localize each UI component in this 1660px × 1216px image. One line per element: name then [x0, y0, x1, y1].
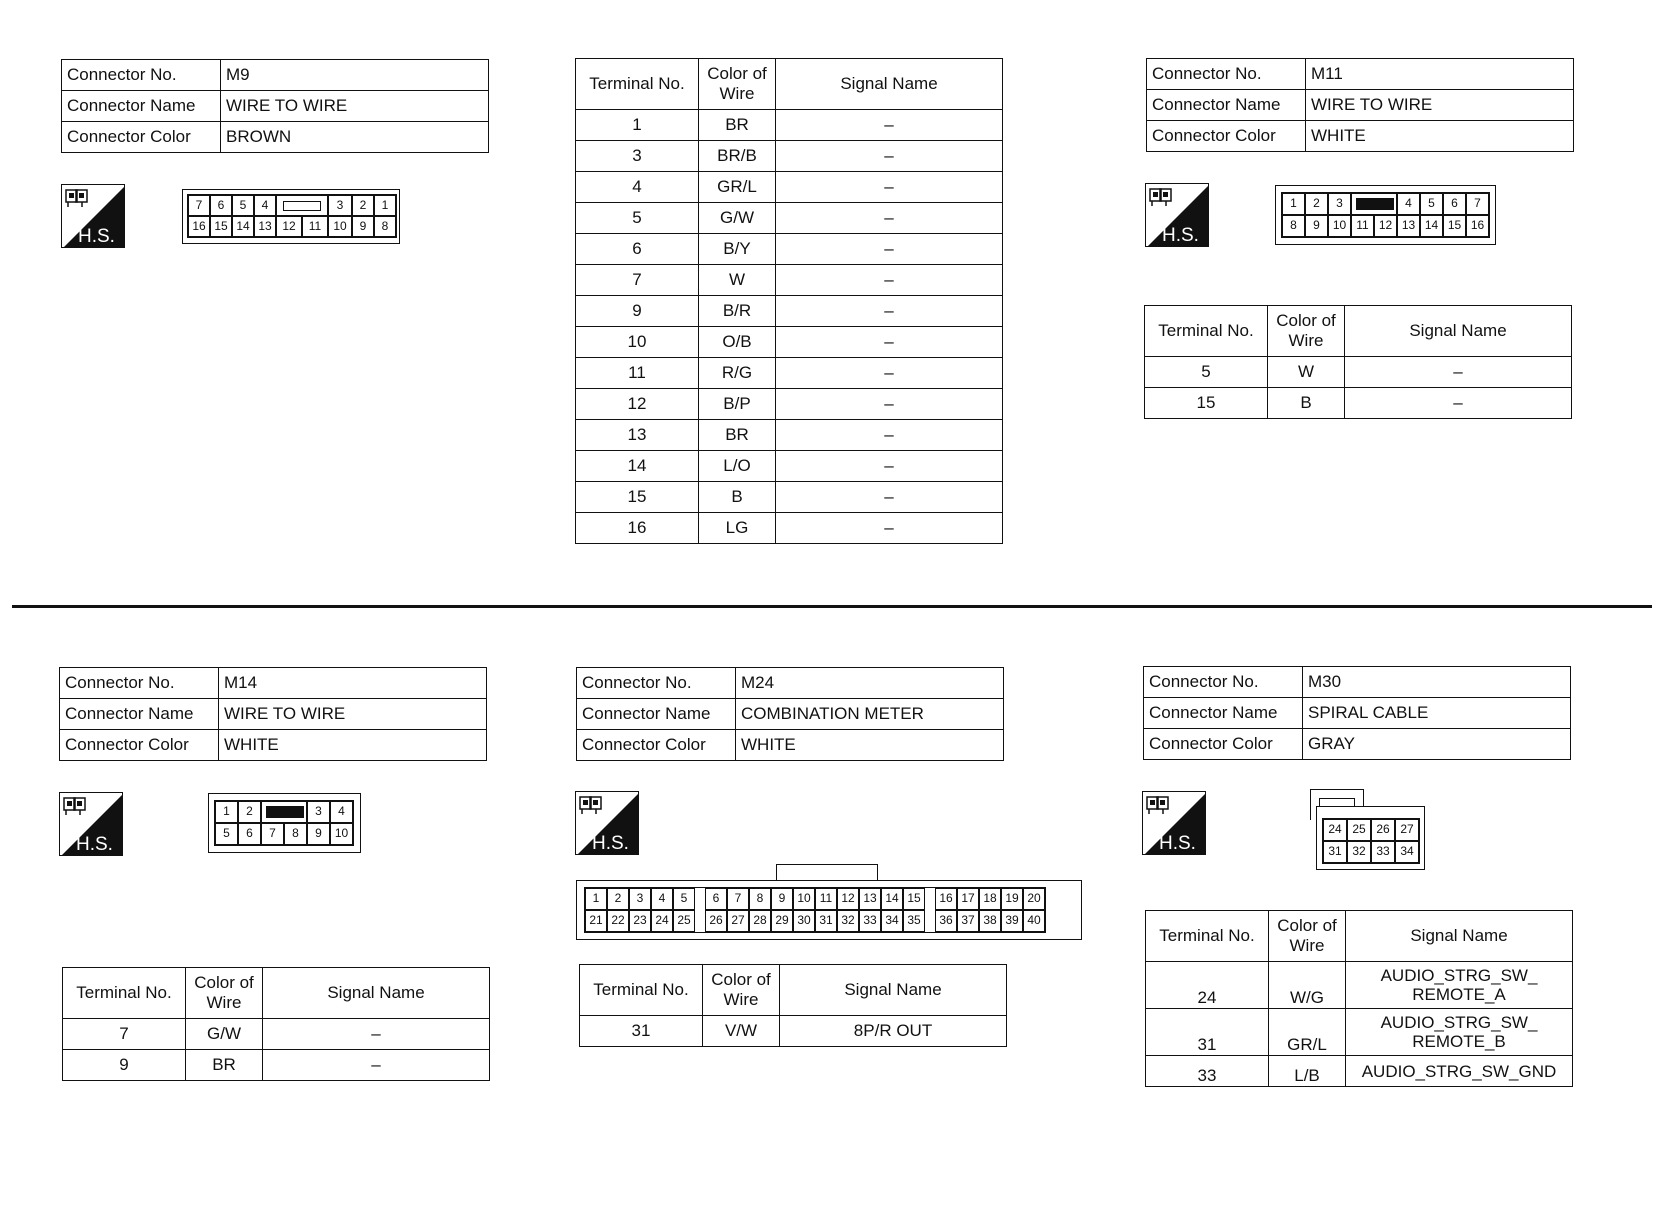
terminal-no-header: Terminal No. — [1146, 911, 1269, 962]
signal-name-cell: – — [776, 141, 1003, 172]
terminal-no-header: Terminal No. — [580, 965, 703, 1016]
m24-pin: 12 — [837, 888, 859, 910]
table-row — [576, 327, 1003, 358]
wire-color-cell: B/P — [699, 389, 776, 420]
m14-connector-name: WIRE TO WIRE — [219, 699, 487, 730]
connector-name-label: Connector Name — [1147, 90, 1306, 121]
connector-color-label: Connector Color — [577, 730, 736, 761]
hs-label: H.S. — [592, 833, 629, 854]
wire-color-cell: B — [1268, 388, 1345, 419]
m24-pin: 25 — [673, 910, 695, 932]
m24-pin: 13 — [859, 888, 881, 910]
m24-pin: 35 — [903, 910, 925, 932]
m24-pin: 28 — [749, 910, 771, 932]
connector-no-label: Connector No. — [1144, 667, 1303, 698]
m11-pin: 3 — [1328, 193, 1351, 215]
m14-pin: 6 — [238, 823, 261, 845]
section-divider — [12, 605, 1652, 608]
m24-pin: 27 — [727, 910, 749, 932]
m24-pin: 18 — [979, 888, 1001, 910]
terminal-no-cell: 10 — [576, 327, 699, 358]
m14-pin: 1 — [215, 801, 238, 823]
wire-color-cell: B/R — [699, 296, 776, 327]
m24-pin: 1 — [585, 888, 607, 910]
m14-pin: 5 — [215, 823, 238, 845]
m24-pin: 15 — [903, 888, 925, 910]
m11-connector-name: WIRE TO WIRE — [1306, 90, 1574, 121]
m30-connector-no: M30 — [1303, 667, 1571, 698]
m9-pin: 3 — [328, 195, 352, 216]
m11-pin: 5 — [1420, 193, 1443, 215]
connector-color-label: Connector Color — [1144, 729, 1303, 760]
table-row — [576, 482, 1003, 513]
m30-pin: 25 — [1347, 819, 1371, 841]
wire-color-cell: W/G — [1269, 962, 1346, 1009]
m24-pin: 30 — [793, 910, 815, 932]
wire-color-cell: O/B — [699, 327, 776, 358]
m11-pin: 11 — [1351, 215, 1374, 237]
wire-color-cell: G/W — [699, 203, 776, 234]
signal-name-cell: – — [263, 1019, 490, 1050]
m9-pin: 10 — [328, 216, 352, 237]
m9-pin: 6 — [210, 195, 232, 216]
table-row — [576, 451, 1003, 482]
m24-pin: 7 — [727, 888, 749, 910]
m30-connector-name: SPIRAL CABLE — [1303, 698, 1571, 729]
connector-name-label: Connector Name — [577, 699, 736, 730]
terminal-no-cell: 15 — [576, 482, 699, 513]
m11-pin: 12 — [1374, 215, 1397, 237]
m24-pin: 36 — [935, 910, 957, 932]
connector-no-label: Connector No. — [577, 668, 736, 699]
wire-color-cell: BR — [699, 420, 776, 451]
table-row — [1145, 357, 1572, 388]
m30-pin: 27 — [1395, 819, 1419, 841]
hs-label: H.S. — [76, 834, 113, 855]
signal-name-cell: – — [776, 513, 1003, 544]
terminal-no-cell: 5 — [1145, 357, 1268, 388]
color-of-wire-header: Color of Wire — [699, 59, 776, 110]
m14-pin: 8 — [284, 823, 307, 845]
signal-name-header: Signal Name — [263, 968, 490, 1019]
m11-pin: 9 — [1305, 215, 1328, 237]
table-row — [576, 420, 1003, 451]
m24-pin: 39 — [1001, 910, 1023, 932]
m24-pin: 23 — [629, 910, 651, 932]
terminal-no-cell: 4 — [576, 172, 699, 203]
hs-harness-side-icon — [575, 791, 639, 855]
table-row — [1145, 388, 1572, 419]
m9-pin: 11 — [302, 216, 328, 237]
m9-pin: 2 — [352, 195, 374, 216]
m30-pin: 32 — [1347, 841, 1371, 863]
m24-pin: 6 — [705, 888, 727, 910]
hs-harness-side-icon — [61, 184, 125, 248]
wire-color-cell: G/W — [186, 1019, 263, 1050]
wire-color-cell: GR/L — [699, 172, 776, 203]
m24-connector-name: COMBINATION METER — [736, 699, 1004, 730]
terminal-no-cell: 16 — [576, 513, 699, 544]
m11-pin: 4 — [1397, 193, 1420, 215]
signal-name-cell: – — [776, 358, 1003, 389]
signal-name-cell: – — [1345, 357, 1572, 388]
connector-color-label: Connector Color — [1147, 121, 1306, 152]
m30-terminal-table — [1145, 910, 1573, 1087]
m11-pin: 14 — [1420, 215, 1443, 237]
wire-color-cell: L/B — [1269, 1056, 1346, 1087]
m14-pin: 2 — [238, 801, 261, 823]
table-row — [1146, 962, 1573, 1009]
m9-pin: 1 — [374, 195, 396, 216]
m24-pin-grid — [584, 887, 1046, 933]
m9-pin: 15 — [210, 216, 232, 237]
wire-color-cell: LG — [699, 513, 776, 544]
m9-terminal-table — [575, 58, 1003, 544]
signal-name-cell: – — [776, 110, 1003, 141]
color-of-wire-header: Color of Wire — [1268, 306, 1345, 357]
table-row — [1146, 1009, 1573, 1056]
m30-pin: 34 — [1395, 841, 1419, 863]
m14-connector-color: WHITE — [219, 730, 487, 761]
m9-connector-color: BROWN — [221, 122, 489, 153]
m11-pin: 15 — [1443, 215, 1466, 237]
wire-color-cell: R/G — [699, 358, 776, 389]
m24-pin: 33 — [859, 910, 881, 932]
m9-connector-info-table — [61, 59, 489, 153]
m9-connector-no: M9 — [221, 60, 489, 91]
m24-pin-gap — [695, 910, 705, 932]
color-of-wire-header: Color of Wire — [186, 968, 263, 1019]
table-row — [576, 203, 1003, 234]
signal-name-cell: – — [776, 420, 1003, 451]
m11-pin: 13 — [1397, 215, 1420, 237]
wire-color-cell: BR/B — [699, 141, 776, 172]
terminal-no-cell: 3 — [576, 141, 699, 172]
m14-pin: 10 — [330, 823, 353, 845]
m9-pin: 9 — [352, 216, 374, 237]
m24-pin: 8 — [749, 888, 771, 910]
m24-pin: 17 — [957, 888, 979, 910]
terminal-no-cell: 7 — [576, 265, 699, 296]
m9-lock-key — [276, 195, 328, 216]
connector-color-label: Connector Color — [62, 122, 221, 153]
m9-pin: 8 — [374, 216, 396, 237]
table-row — [576, 513, 1003, 544]
m9-pin-grid — [187, 194, 397, 238]
table-row — [576, 234, 1003, 265]
m24-pin: 9 — [771, 888, 793, 910]
m24-connector-info-table — [576, 667, 1004, 761]
m30-pin: 24 — [1323, 819, 1347, 841]
signal-name-header: Signal Name — [776, 59, 1003, 110]
m14-pin: 4 — [330, 801, 353, 823]
m14-pin-grid — [214, 800, 354, 846]
m24-pin: 29 — [771, 910, 793, 932]
terminal-no-cell: 5 — [576, 203, 699, 234]
m9-connector-name: WIRE TO WIRE — [221, 91, 489, 122]
table-row — [580, 1016, 1007, 1047]
terminal-no-header: Terminal No. — [576, 59, 699, 110]
connector-color-label: Connector Color — [60, 730, 219, 761]
terminal-no-cell: 31 — [580, 1016, 703, 1047]
m24-pin: 40 — [1023, 910, 1045, 932]
signal-name-cell: 8P/R OUT — [780, 1016, 1007, 1047]
m9-pin: 14 — [232, 216, 254, 237]
signal-name-header: Signal Name — [780, 965, 1007, 1016]
signal-name-cell: – — [776, 234, 1003, 265]
connector-name-label: Connector Name — [62, 91, 221, 122]
m11-pin: 7 — [1466, 193, 1489, 215]
wire-color-cell: B/Y — [699, 234, 776, 265]
connector-no-label: Connector No. — [1147, 59, 1306, 90]
m11-connector-info-table — [1146, 58, 1574, 152]
m24-pin: 10 — [793, 888, 815, 910]
m24-pin-gap — [925, 888, 935, 910]
wire-color-cell: B — [699, 482, 776, 513]
signal-name-cell: AUDIO_STRG_SW_ REMOTE_B — [1346, 1009, 1573, 1056]
wire-color-cell: W — [1268, 357, 1345, 388]
m30-connector-info-table — [1143, 666, 1571, 760]
m11-pin: 6 — [1443, 193, 1466, 215]
signal-name-cell: – — [776, 296, 1003, 327]
connector-no-label: Connector No. — [60, 668, 219, 699]
m30-connector-color: GRAY — [1303, 729, 1571, 760]
terminal-no-cell: 13 — [576, 420, 699, 451]
m11-pin: 16 — [1466, 215, 1489, 237]
signal-name-cell: – — [776, 451, 1003, 482]
m24-pin: 11 — [815, 888, 837, 910]
table-row — [63, 1019, 490, 1050]
signal-name-cell: – — [776, 265, 1003, 296]
m11-lock-key — [1351, 193, 1397, 215]
m9-pin: 16 — [188, 216, 210, 237]
hs-harness-side-icon — [59, 792, 123, 856]
m24-pin: 32 — [837, 910, 859, 932]
terminal-no-cell: 15 — [1145, 388, 1268, 419]
m14-connector-no: M14 — [219, 668, 487, 699]
m24-pin: 22 — [607, 910, 629, 932]
table-row — [576, 358, 1003, 389]
table-row — [576, 172, 1003, 203]
signal-name-header: Signal Name — [1346, 911, 1573, 962]
m24-pin-gap — [695, 888, 705, 910]
m24-pin: 19 — [1001, 888, 1023, 910]
signal-name-cell: – — [776, 389, 1003, 420]
signal-name-cell: – — [1345, 388, 1572, 419]
m30-pin: 31 — [1323, 841, 1347, 863]
terminal-no-cell: 9 — [576, 296, 699, 327]
hs-harness-side-icon — [1142, 791, 1206, 855]
terminal-no-cell: 7 — [63, 1019, 186, 1050]
table-row — [576, 389, 1003, 420]
m24-pin: 26 — [705, 910, 727, 932]
m11-pin-grid — [1281, 192, 1490, 238]
m9-pin: 5 — [232, 195, 254, 216]
wire-color-cell: V/W — [703, 1016, 780, 1047]
terminal-no-cell: 24 — [1146, 962, 1269, 1009]
m24-pin-gap — [925, 910, 935, 932]
signal-name-cell: – — [776, 482, 1003, 513]
signal-name-cell: – — [263, 1050, 490, 1081]
signal-name-header: Signal Name — [1345, 306, 1572, 357]
signal-name-cell: AUDIO_STRG_SW_ REMOTE_A — [1346, 962, 1573, 1009]
signal-name-cell: – — [776, 172, 1003, 203]
terminal-no-cell: 1 — [576, 110, 699, 141]
connector-name-label: Connector Name — [1144, 698, 1303, 729]
hs-label: H.S. — [1162, 225, 1199, 246]
m24-pin: 5 — [673, 888, 695, 910]
wire-color-cell: L/O — [699, 451, 776, 482]
m14-terminal-table — [62, 967, 490, 1081]
m24-pin: 38 — [979, 910, 1001, 932]
table-row — [576, 296, 1003, 327]
m30-pin: 33 — [1371, 841, 1395, 863]
signal-name-cell: AUDIO_STRG_SW_GND — [1346, 1056, 1573, 1087]
hs-label: H.S. — [1159, 833, 1196, 854]
m24-pin: 16 — [935, 888, 957, 910]
table-row — [576, 110, 1003, 141]
terminal-no-cell: 33 — [1146, 1056, 1269, 1087]
m14-pin: 3 — [307, 801, 330, 823]
m24-pin: 3 — [629, 888, 651, 910]
terminal-no-cell: 31 — [1146, 1009, 1269, 1056]
hs-label: H.S. — [78, 226, 115, 247]
m24-pin: 34 — [881, 910, 903, 932]
m14-pin: 7 — [261, 823, 284, 845]
m24-connector-color: WHITE — [736, 730, 1004, 761]
signal-name-cell: – — [776, 327, 1003, 358]
color-of-wire-header: Color of Wire — [703, 965, 780, 1016]
wire-color-cell: BR — [699, 110, 776, 141]
wire-color-cell: BR — [186, 1050, 263, 1081]
m30-pin-grid — [1322, 818, 1420, 864]
color-of-wire-header: Color of Wire — [1269, 911, 1346, 962]
m24-pin: 14 — [881, 888, 903, 910]
terminal-no-cell: 12 — [576, 389, 699, 420]
table-row — [1146, 1056, 1573, 1087]
m14-pin: 9 — [307, 823, 330, 845]
m24-pin: 4 — [651, 888, 673, 910]
m14-connector-info-table — [59, 667, 487, 761]
wire-color-cell: GR/L — [1269, 1009, 1346, 1056]
m11-pin: 8 — [1282, 215, 1305, 237]
m11-terminal-table — [1144, 305, 1572, 419]
m24-pin: 2 — [607, 888, 629, 910]
terminal-no-cell: 14 — [576, 451, 699, 482]
m24-pin: 21 — [585, 910, 607, 932]
m24-terminal-table — [579, 964, 1007, 1047]
connector-no-label: Connector No. — [62, 60, 221, 91]
m11-connector-no: M11 — [1306, 59, 1574, 90]
m11-connector-color: WHITE — [1306, 121, 1574, 152]
wire-color-cell: W — [699, 265, 776, 296]
m14-lock-key — [261, 801, 307, 823]
terminal-no-cell: 6 — [576, 234, 699, 265]
terminal-no-cell: 9 — [63, 1050, 186, 1081]
connector-name-label: Connector Name — [60, 699, 219, 730]
m11-pin: 1 — [1282, 193, 1305, 215]
terminal-no-header: Terminal No. — [63, 968, 186, 1019]
m24-connector-no: M24 — [736, 668, 1004, 699]
terminal-no-cell: 11 — [576, 358, 699, 389]
signal-name-cell: – — [776, 203, 1003, 234]
table-row — [576, 141, 1003, 172]
m24-pin: 24 — [651, 910, 673, 932]
m9-pin: 12 — [276, 216, 302, 237]
m11-pin: 10 — [1328, 215, 1351, 237]
hs-harness-side-icon — [1145, 183, 1209, 247]
m30-pin: 26 — [1371, 819, 1395, 841]
m9-pin: 7 — [188, 195, 210, 216]
table-row — [576, 265, 1003, 296]
m24-pin: 31 — [815, 910, 837, 932]
m9-pin: 4 — [254, 195, 276, 216]
terminal-no-header: Terminal No. — [1145, 306, 1268, 357]
m9-pin: 13 — [254, 216, 276, 237]
table-row — [63, 1050, 490, 1081]
m11-pin: 2 — [1305, 193, 1328, 215]
m24-pin: 37 — [957, 910, 979, 932]
m24-pin: 20 — [1023, 888, 1045, 910]
